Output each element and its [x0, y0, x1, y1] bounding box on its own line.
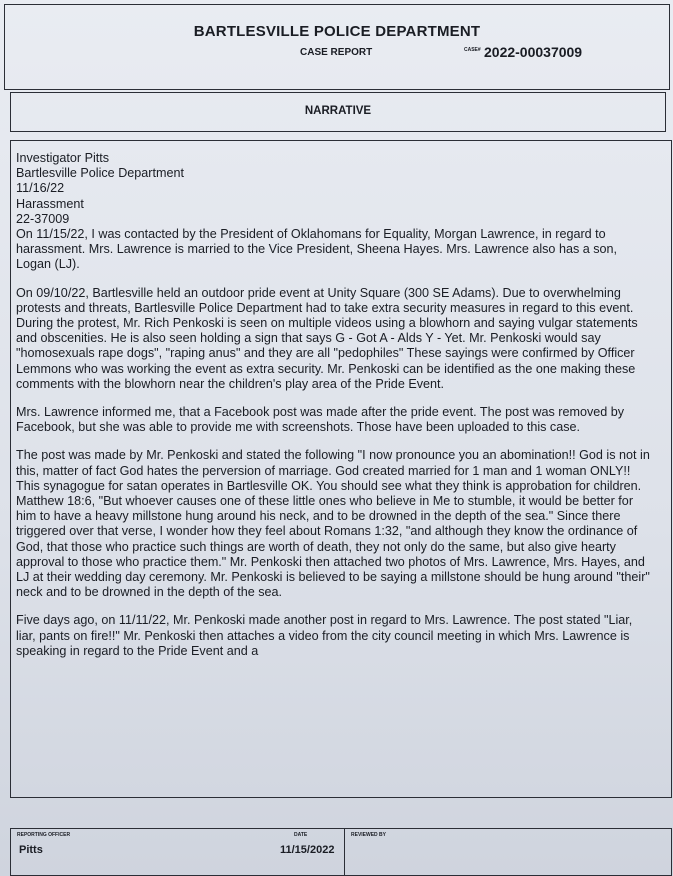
narrative-paragraph: On 09/10/22, Bartlesville held an outdoor pride event at Unity Square (300 SE Adams). Due to overwhelming protests and threats, Bartlesville Police Department had to take extra security measures in regard to this event. During the protest, Mr. Rich Penkoski is seen on multiple videos using a blowhorn and saying vulgar statements and obscenities. He is also seen holding a sign that says G - Got A - Alds Y - Yet. Mr. Penkoski would say "homosexuals rape dogs", "raping anus" and they are all "pedophiles" These sayings were confirmed by Officer Lemmons who was working the event as extra security. Mr. Penkoski can be identified as the one making these comments with the blowhorn near the children's play area of the Pride Event. — [16, 285, 638, 391]
date-value: 11/15/2022 — [280, 844, 335, 856]
report-footer — [10, 828, 672, 876]
narrative-paragraph: Mrs. Lawrence informed me, that a Facebook post was made after the pride event. The post was removed by Facebook, but she was able to provide me with screenshots. Those have been uploaded to this case. — [16, 405, 625, 435]
narrative-header — [10, 92, 666, 132]
narrative-body — [10, 140, 672, 798]
case-number-label: CASE# — [464, 47, 481, 53]
narrative-paragraph: On 11/15/22, I was contacted by the President of Oklahomans for Equality, Morgan Lawrence, in regard to harassment. Mrs. Lawrence is married to the Vice President, Sheena Hayes. Mrs. Lawrence also has a son, Logan (LJ). — [16, 227, 618, 272]
report-type: CASE REPORT — [300, 47, 373, 58]
report-header — [4, 4, 670, 90]
department-name: BARTLESVILLE POLICE DEPARTMENT — [193, 23, 481, 40]
reporting-officer-label: REPORTING OFFICER — [17, 832, 71, 838]
case-number: 2022-00037009 — [484, 44, 583, 60]
reporting-officer-value: Pitts — [19, 844, 43, 856]
offense-line: Harassment — [16, 196, 84, 211]
reviewed-by-cell — [344, 829, 671, 875]
case-ref-line: 22-37009 — [16, 211, 70, 226]
investigator-line: Investigator Pitts — [16, 151, 110, 165]
narrative-text — [16, 151, 651, 672]
narrative-paragraph: The post was made by Mr. Penkoski and stated the following "I now pronounce you an abomination!! God is not in this, matter of fact God hates the perversion of marriage. God created married for 1 man and 1 woman ONLY!! This synagogue for satan operates in Bartlesville OK. You should see what they think is approbation for children. Matthew 18:6, "But whoever causes one of these little ones who believe in Me to stumble, it would be better for him to have a heavy millstone hung around his neck, and to be drowned in the depth of the sea." Since there triggered over that verse, I wonder how they feel about Romans 1:32, "and although they know the ordinance of God, that those who practice such things are worth of death, they not only do the same, but also give hearty approval to those who practice them." Mr. Penkoski then attached two photos of Mrs. Lawrence, Mrs. Hayes, and LJ at their wedding day ceremony. Mr. Penkoski is believed to be saying a millstone should be hung around "their" neck and to be drowned in the depth of the sea. — [16, 448, 650, 600]
report-date-line: 11/16/22 — [16, 181, 65, 196]
narrative-paragraph: Five days ago, on 11/11/22, Mr. Penkoski made another post in regard to Mrs. Lawrence. The post stated "Liar, liar, pants on fire!!" Mr. Penkoski then attaches a video from the city council meeting in which Mrs. Lawrence is speaking in regard to the Pride Event and a — [16, 613, 633, 658]
narrative-title: NARRATIVE — [304, 105, 372, 117]
date-label: DATE — [294, 832, 308, 838]
department-line: Bartlesville Police Department — [16, 166, 184, 181]
reporting-officer-cell — [11, 829, 274, 875]
reviewed-by-label: REVIEWED BY — [351, 832, 387, 838]
date-cell — [274, 829, 344, 875]
